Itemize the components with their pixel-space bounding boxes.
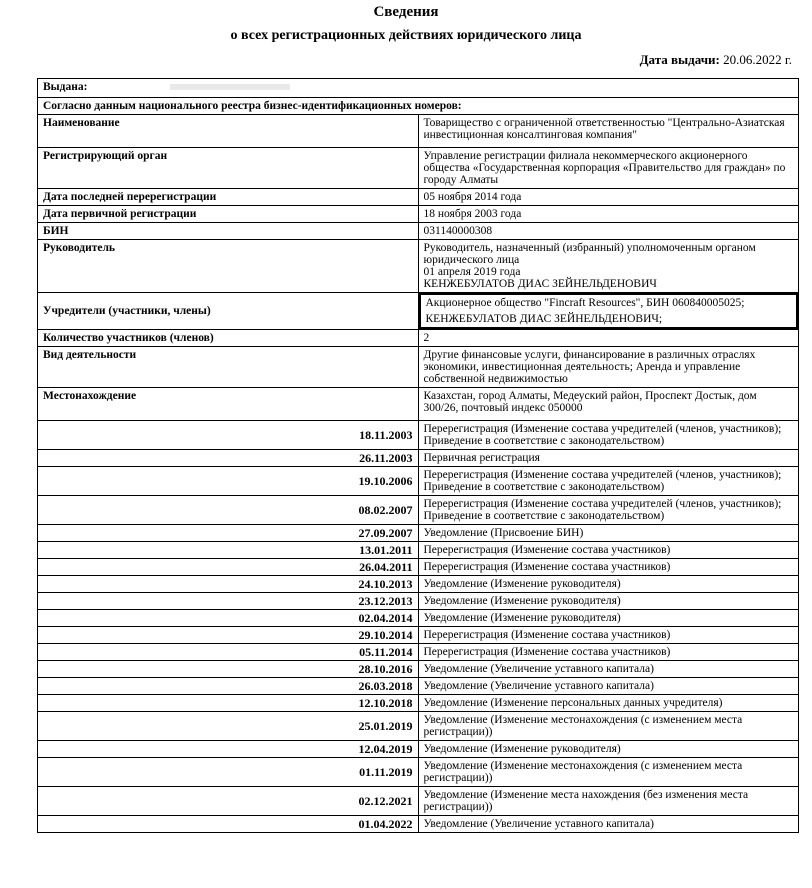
field-label: Учредители (участники, члены): [38, 293, 419, 330]
action-description: Уведомление (Увеличение уставного капитала): [418, 661, 799, 678]
action-row: [38, 421, 799, 450]
action-date: 23.12.2013: [38, 593, 419, 610]
action-description: Уведомление (Присвоение БИН): [418, 525, 799, 542]
action-description: Уведомление (Изменение руководителя): [418, 576, 799, 593]
field-label: Наименование: [38, 115, 419, 148]
field-value: Управление регистрации филиала некоммерческого акционерного общества «Государственная корпорация «Правительство для граждан» по городу Алматы: [418, 148, 799, 189]
action-description: Уведомление (Увеличение уставного капитала): [418, 816, 799, 833]
issued-to-row: [38, 79, 799, 98]
action-date: 08.02.2007: [38, 496, 419, 525]
action-description: Уведомление (Увеличение уставного капитала): [418, 678, 799, 695]
action-row: [38, 712, 799, 741]
action-row: [38, 610, 799, 627]
action-date: 26.11.2003: [38, 450, 419, 467]
action-date: 28.10.2016: [38, 661, 419, 678]
field-label: Регистрирующий орган: [38, 148, 419, 189]
founder-item: КЕНЖЕБУЛАТОВ ДИАС ЗЕЙНЕЛЬДЕНОВИЧ;: [425, 313, 663, 325]
action-date: 01.11.2019: [38, 758, 419, 787]
field-value: 18 ноября 2003 года: [418, 206, 799, 223]
action-date: 29.10.2014: [38, 627, 419, 644]
action-description: Перерегистрация (Изменение состава учредителей (членов, участников); Приведение в соответствие с законодательством): [418, 421, 799, 450]
founder-item: Акционерное общество "Fincraft Resources", БИН 060840005025;: [425, 297, 745, 309]
field-label: Количество участников (членов): [38, 330, 419, 347]
action-description: Перерегистрация (Изменение состава учредителей (членов, участников); Приведение в соответствие с законодательством): [418, 467, 799, 496]
field-value: 031140000308: [418, 223, 799, 240]
action-date: 02.12.2021: [38, 787, 419, 816]
action-date: 02.04.2014: [38, 610, 419, 627]
action-row: [38, 593, 799, 610]
field-label: БИН: [38, 223, 419, 240]
action-date: 18.11.2003: [38, 421, 419, 450]
field-row-members-count: [38, 330, 799, 347]
head-date: 01 апреля 2019 года: [423, 266, 521, 278]
action-row: [38, 816, 799, 833]
field-row-activity: [38, 347, 799, 388]
action-row: [38, 559, 799, 576]
action-description: Перерегистрация (Изменение состава участников): [418, 627, 799, 644]
action-row: [38, 627, 799, 644]
issue-date-label: Дата выдачи:: [639, 52, 720, 67]
action-description: Перерегистрация (Изменение состава участников): [418, 559, 799, 576]
action-description: Уведомление (Изменение места нахождения (без изменения места регистрации)): [418, 787, 799, 816]
founders-box: [419, 293, 799, 329]
action-row: [38, 678, 799, 695]
action-date: 27.09.2007: [38, 525, 419, 542]
action-description: Уведомление (Изменение руководителя): [418, 610, 799, 627]
action-row: [38, 496, 799, 525]
field-value: Другие финансовые услуги, финансирование в различных отраслях экономики, инвестиционная деятельность; Аренда и управление собственной недвижимостью: [418, 347, 799, 388]
head-position: Руководитель, назначенный (избранный) уполномоченным органом юридического лица: [423, 242, 756, 266]
field-row-head: [38, 240, 799, 293]
issue-date-value: 20.06.2022 г.: [723, 52, 792, 67]
head-name: КЕНЖЕБУЛАТОВ ДИАС ЗЕЙНЕЛЬДЕНОВИЧ: [423, 278, 657, 290]
action-date: 25.01.2019: [38, 712, 419, 741]
action-description: Уведомление (Изменение местонахождения (с изменением места регистрации)): [418, 712, 799, 741]
action-date: 01.04.2022: [38, 816, 419, 833]
action-row: [38, 542, 799, 559]
action-row: [38, 576, 799, 593]
field-label: Местонахождение: [38, 388, 419, 421]
field-value: Казахстан, город Алматы, Медеуский район, Проспект Достык, дом 300/26, почтовый индекс 050000: [418, 388, 799, 421]
registration-table: [37, 78, 799, 833]
field-value: [418, 293, 799, 330]
action-date: 24.10.2013: [38, 576, 419, 593]
field-label: Дата первичной регистрации: [38, 206, 419, 223]
action-row: [38, 758, 799, 787]
action-date: 12.10.2018: [38, 695, 419, 712]
action-date: 05.11.2014: [38, 644, 419, 661]
action-date: 19.10.2006: [38, 467, 419, 496]
action-date: 26.04.2011: [38, 559, 419, 576]
action-description: Перерегистрация (Изменение состава участников): [418, 542, 799, 559]
action-description: Уведомление (Изменение персональных данных учредителя): [418, 695, 799, 712]
action-row: [38, 525, 799, 542]
action-description: Перерегистрация (Изменение состава участников): [418, 644, 799, 661]
field-label: Вид деятельности: [38, 347, 419, 388]
action-description: Уведомление (Изменение руководителя): [418, 741, 799, 758]
redacted-strip: [170, 84, 290, 90]
action-date: 26.03.2018: [38, 678, 419, 695]
action-row: [38, 467, 799, 496]
action-date: 12.04.2019: [38, 741, 419, 758]
action-row: [38, 741, 799, 758]
action-description: Первичная регистрация: [418, 450, 799, 467]
field-value: 05 ноября 2014 года: [418, 189, 799, 206]
field-value: [418, 240, 799, 293]
field-row-founders: [38, 293, 799, 330]
action-row: [38, 450, 799, 467]
field-row-registrar: [38, 148, 799, 189]
field-row-bin: [38, 223, 799, 240]
action-row: [38, 787, 799, 816]
document-subtitle: о всех регистрационных действиях юридического лица: [230, 28, 582, 43]
field-value: 2: [418, 330, 799, 347]
field-row-location: [38, 388, 799, 421]
issue-date-line: [640, 52, 792, 68]
action-description: Уведомление (Изменение местонахождения (с изменением места регистрации)): [418, 758, 799, 787]
action-row: [38, 695, 799, 712]
issued-to-label: Выдана:: [43, 81, 88, 93]
action-row: [38, 644, 799, 661]
issued-to-cell: [38, 79, 799, 98]
field-row-name: [38, 115, 799, 148]
action-row: [38, 661, 799, 678]
action-description: Перерегистрация (Изменение состава учредителей (членов, участников); Приведение в соответствие с законодательством): [418, 496, 799, 525]
field-value: Товарищество с ограниченной ответственностью "Центрально-Азиатская инвестиционная консалтинговая компания": [418, 115, 799, 148]
registry-note-cell: Согласно данным национального реестра бизнес-идентификационных номеров:: [38, 98, 799, 115]
field-row-last-rereg: [38, 189, 799, 206]
document-title: Сведения: [373, 4, 439, 20]
field-label: Дата последней перерегистрации: [38, 189, 419, 206]
action-date: 13.01.2011: [38, 542, 419, 559]
field-row-first-reg: [38, 206, 799, 223]
registry-note-row: [38, 98, 799, 115]
action-description: Уведомление (Изменение руководителя): [418, 593, 799, 610]
field-label: Руководитель: [38, 240, 419, 293]
